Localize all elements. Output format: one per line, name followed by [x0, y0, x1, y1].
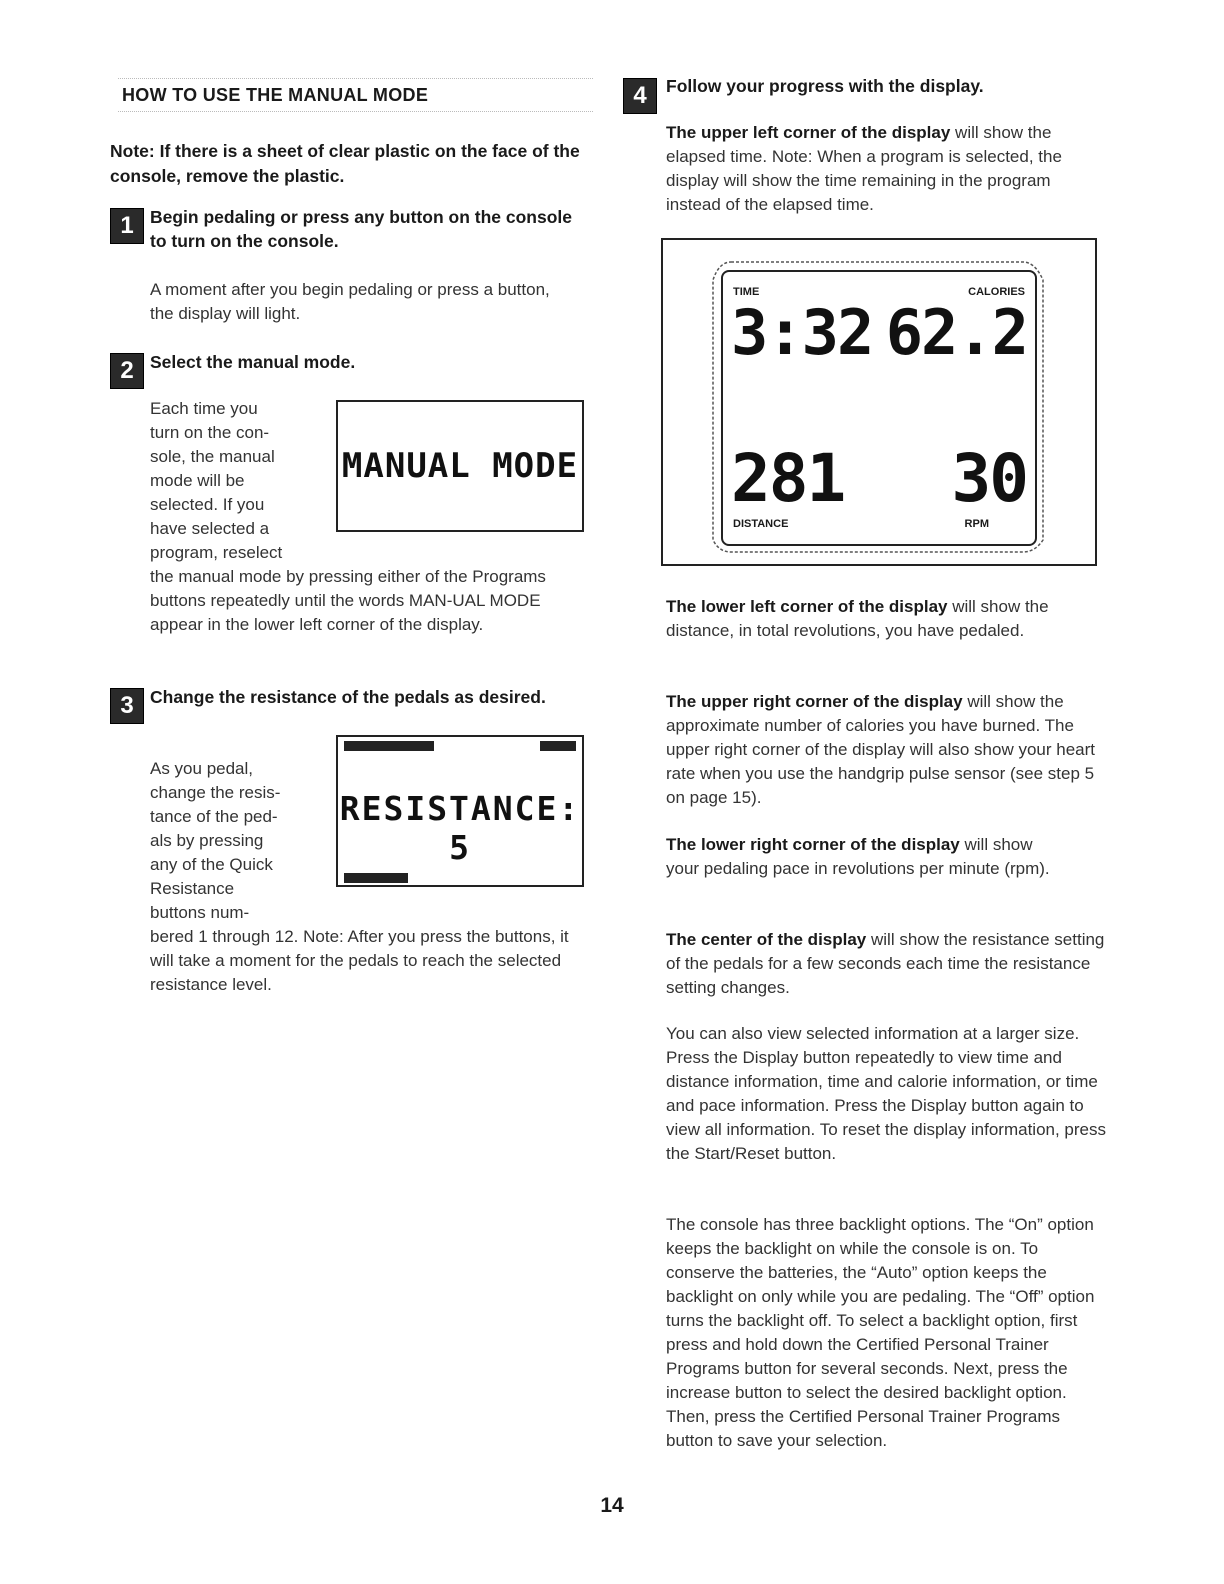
para-upper-right-text: will show the approximate number of calories you have burned. The upper right corner of the display will also show your heart rate when you use the handgrip pulse sensor (see step 5 on page 15).	[666, 692, 1095, 807]
step-1-heading: Begin pedaling or press any button on the console to turn on the console.	[150, 207, 572, 251]
text-line: sole, the manual	[150, 447, 275, 466]
lcd-partial-digits-top	[344, 735, 580, 757]
manual-mode-display	[336, 400, 584, 532]
text-line: turn on the con-	[150, 423, 270, 442]
text-line: als by pressing	[150, 831, 264, 850]
para-upper-right-lead: The upper right corner of the display	[666, 692, 963, 711]
step-1-badge: 1	[110, 208, 144, 244]
para-lower-right	[666, 833, 1066, 881]
para-upper-left-text: will show the elapsed time. Note: When a program is selected, the display will show the time remaining in the program instead of the elapsed time.	[666, 123, 1062, 214]
text-line: tance of the ped-	[150, 807, 278, 826]
manual-mode-text: MANUAL MODE	[341, 446, 579, 486]
step-2-body-rest: the manual mode by pressing either of the Programs buttons repeatedly until the words MAN-UAL MODE appear in the lower left corner of the display.	[150, 567, 546, 634]
text-line: selected. If you	[150, 495, 265, 514]
para-center-text: will show the resistance setting of the pedals for a few seconds each time the resistance setting changes.	[666, 930, 1105, 997]
section-title: HOW TO USE THE MANUAL MODE	[118, 78, 593, 112]
para-lower-left-lead: The lower left corner of the display	[666, 597, 948, 616]
rpm-value: 30	[951, 440, 1027, 517]
rpm-label: RPM	[964, 518, 989, 530]
para-backlight: The console has three backlight options. The “On” option keeps the backlight on while the console is on. To conserve the batteries, the “Auto” option keeps the backlight on only while you are pedaling. The “Off” option turns the backlight off. To select a backlight option, first press and hold down the Certified Personal Trainer Programs button for several seconds. Next, press the increase button to select the desired backlight option. Then, press the Certified Personal Trainer Programs button to save your selection.	[666, 1215, 1095, 1450]
time-value: 3:32	[731, 296, 873, 369]
para-lower-left	[666, 595, 1096, 643]
time-label: TIME	[733, 286, 760, 298]
step-3-body-wrap	[150, 757, 330, 925]
step-2-badge: 2	[110, 353, 144, 389]
para-lower-right-text: will show your pedaling pace in revolutions per minute (rpm).	[666, 835, 1050, 878]
text-line: As you pedal,	[150, 759, 254, 778]
step-1-body: A moment after you begin pedaling or press a button, the display will light.	[150, 280, 550, 323]
resistance-display	[336, 735, 584, 887]
text-line: any of the Quick	[150, 855, 273, 874]
text-line: Each time you	[150, 399, 258, 418]
distance-value: 281	[731, 440, 845, 517]
resistance-text: RESISTANCE: 5	[339, 789, 581, 867]
para-center-lead: The center of the display	[666, 930, 867, 949]
step-4-badge: 4	[623, 78, 657, 114]
resistance-line	[338, 789, 582, 867]
lcd-screen	[721, 270, 1037, 546]
text-line: change the resis-	[150, 783, 281, 802]
step-2-heading: Select the manual mode.	[150, 352, 356, 372]
step-3-badge: 3	[110, 688, 144, 724]
para-lower-right-lead: The lower right corner of the display	[666, 835, 960, 854]
console-display-figure	[661, 238, 1097, 566]
step-3-heading: Change the resistance of the pedals as desired.	[150, 687, 546, 707]
text-line: Resistance	[150, 879, 235, 898]
step-4-heading: Follow your progress with the display.	[666, 76, 984, 96]
page-number: 14	[600, 1494, 624, 1517]
plastic-note: Note: If there is a sheet of clear plastic on the face of the console, remove the plastic.	[110, 141, 580, 186]
text-line: mode will be	[150, 471, 245, 490]
step-2-body-wrap	[150, 397, 330, 565]
text-line: have selected a	[150, 519, 270, 538]
para-upper-right	[666, 690, 1096, 810]
para-larger-size: You can also view selected information at a larger size. Press the Display button repeatedly to view time and distance information, time and calorie information, or time and pace information. Press the Display button again to view all information. To reset the display information, press the Start/Reset button.	[666, 1024, 1106, 1163]
text-line: buttons num-	[150, 903, 250, 922]
calories-label: CALORIES	[968, 286, 1025, 298]
lcd-partial-digits-bottom	[344, 871, 414, 885]
para-upper-left	[666, 121, 1106, 217]
para-center	[666, 928, 1106, 1000]
para-lower-left-text: will show the distance, in total revolutions, you have pedaled.	[666, 597, 1049, 640]
step-3-body-rest: bered 1 through 12. Note: After you press the buttons, it will take a moment for the pedals to reach the selected resistance level.	[150, 927, 569, 994]
distance-label: DISTANCE	[733, 518, 789, 530]
calories-value: 62.2	[885, 296, 1027, 369]
para-upper-left-lead: The upper left corner of the display	[666, 123, 951, 142]
text-line: program, reselect	[150, 543, 283, 562]
